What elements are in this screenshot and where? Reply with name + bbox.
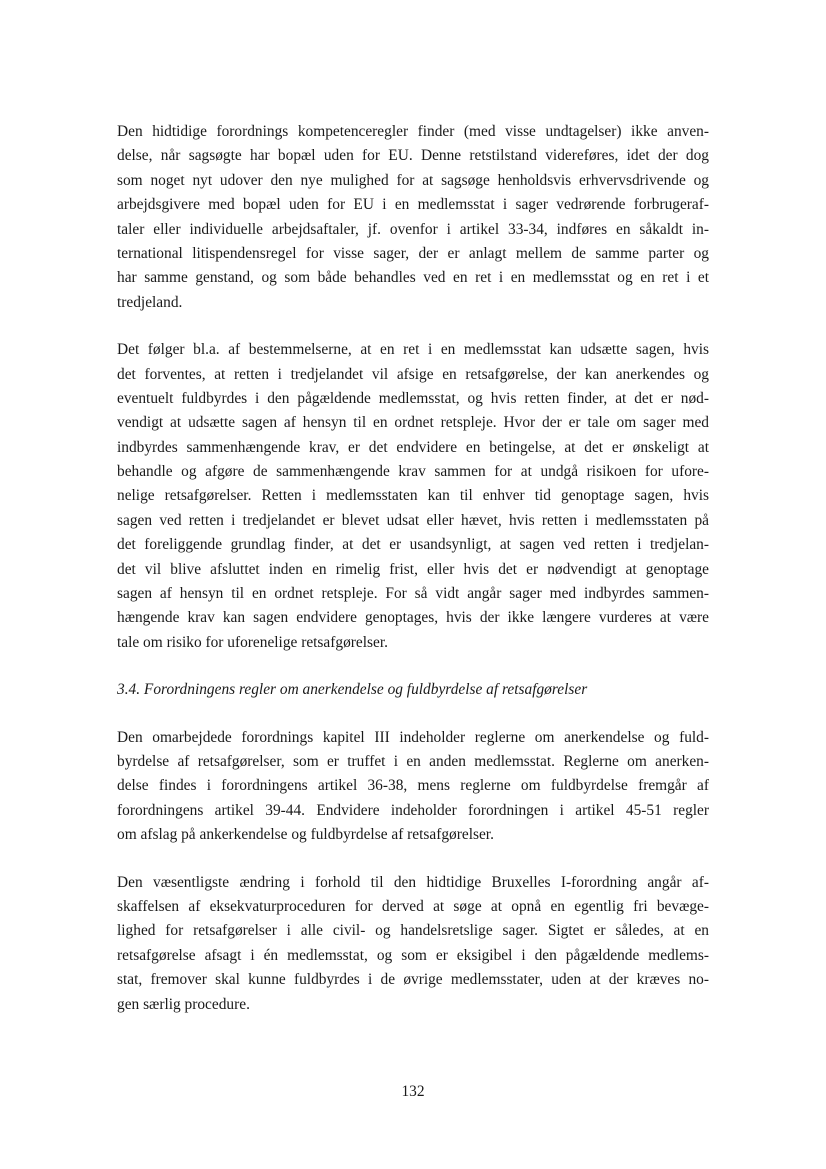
text-line: som noget nyt udover den nye mulighed for at sagsøge henholdsvis erhvervsdrivende og	[117, 171, 709, 189]
text-line: ternational litispendensregel for visse sager, der er anlagt mellem de samme parter og	[117, 244, 709, 262]
text-line: nelige retsafgørelser. Retten i medlemsstaten kan til enhver tid genoptage sagen, hvis	[117, 487, 709, 505]
text-line: stat, fremover skal kunne fuldbyrdes i de øvrige medlemsstater, uden at der kræves no-	[117, 971, 709, 989]
text-line: hængende krav kan sagen endvidere genoptages, hvis der ikke længere vurderes at være	[117, 609, 709, 627]
text-line: behandle og afgøre de sammenhængende krav sammen for at undgå risikoen for ufore-	[117, 463, 709, 481]
text-line: tredjeland.	[117, 293, 183, 311]
paragraph-3	[117, 726, 709, 848]
page-number: 132	[401, 1083, 425, 1100]
text-line: vendigt at udsætte sagen af hensyn til en ordnet retspleje. Hvor der er tale om sager med	[117, 414, 709, 432]
text-line: tale om risiko for uforenelige retsafgørelser.	[117, 633, 388, 651]
text-line: forordningens artikel 39-44. Endvidere indeholder forordningen i artikel 45-51 regler	[117, 801, 709, 819]
section-heading: 3.4. Forordningens regler om anerkendelse og fuldbyrdelse af retsafgørelser	[117, 681, 588, 699]
text-line: taler eller individuelle arbejdsaftaler, jf. ovenfor i artikel 33-34, indføres en såkaldt in-	[117, 220, 709, 238]
text-line: sagen af hensyn til en ordnet retspleje. For så vidt angår sager med indbyrdes sammen-	[117, 585, 709, 603]
text-line: skaffelsen af eksekvaturproceduren for derved at søge at opnå en egentlig fri bevæge-	[117, 897, 709, 915]
text-line: om afslag på ankerkendelse og fuldbyrdelse af retsafgørelser.	[117, 826, 494, 844]
text-line: Det følger bl.a. af bestemmelserne, at en ret i en medlemsstat kan udsætte sagen, hvis	[117, 341, 709, 359]
text-line: Den hidtidige forordnings kompetenceregler finder (med visse undtagelser) ikke anven-	[117, 123, 709, 140]
text-line: Den væsentligste ændring i forhold til den hidtidige Bruxelles I-forordning angår af-	[117, 873, 709, 891]
text-line: delse, når sagsøgte har bopæl uden for EU. Denne retstilstand videreføres, idet der dog	[117, 147, 709, 165]
text-line: det foreliggende grundlag finder, at det er usandsynligt, at sagen ved retten i tredjelan-	[117, 536, 709, 554]
paragraph-4	[117, 871, 709, 1017]
paragraph-2	[117, 338, 709, 655]
text-line: gen særlig procedure.	[117, 995, 250, 1013]
document-body	[117, 120, 709, 1017]
text-line: retsafgørelse afsagt i én medlemsstat, og som er eksigibel i den pågældende medlems-	[117, 946, 709, 964]
text-line: arbejdsgivere med bopæl uden for EU i en medlemsstat i sager vedrørende forbrugeraf-	[117, 196, 709, 214]
text-line: delse findes i forordningens artikel 36-38, mens reglerne om fuldbyrdelse fremgår af	[117, 777, 709, 795]
text-line: har samme genstand, og som både behandles ved en ret i en medlemsstat og en ret i et	[117, 269, 709, 287]
text-line: det vil blive afsluttet inden en rimelig frist, eller hvis det er nødvendigt at genoptage	[117, 560, 709, 578]
text-line: det forventes, at retten i tredjelandet vil afsige en retsafgørelse, der kan anerkendes og	[117, 365, 709, 383]
text-line: byrdelse af retsafgørelser, som er truffet i en anden medlemsstat. Reglerne om anerken-	[117, 752, 709, 770]
text-line: indbyrdes sammenhængende krav, er det endvidere en betingelse, at det er ønskeligt at	[117, 438, 709, 456]
text-line: lighed for retsafgørelser i alle civil- og handelsretslige sager. Sigtet er således, at en	[117, 922, 709, 940]
text-line: eventuelt fuldbyrdes i den pågældende medlemsstat, og hvis retten finder, at det er nød-	[117, 389, 709, 407]
paragraph-1	[117, 120, 709, 315]
text-line: sagen ved retten i tredjelandet er blevet udsat eller hævet, hvis retten i medlemsstaten på	[117, 511, 709, 529]
text-line: Den omarbejdede forordnings kapitel III indeholder reglerne om anerkendelse og fuld-	[117, 728, 709, 746]
